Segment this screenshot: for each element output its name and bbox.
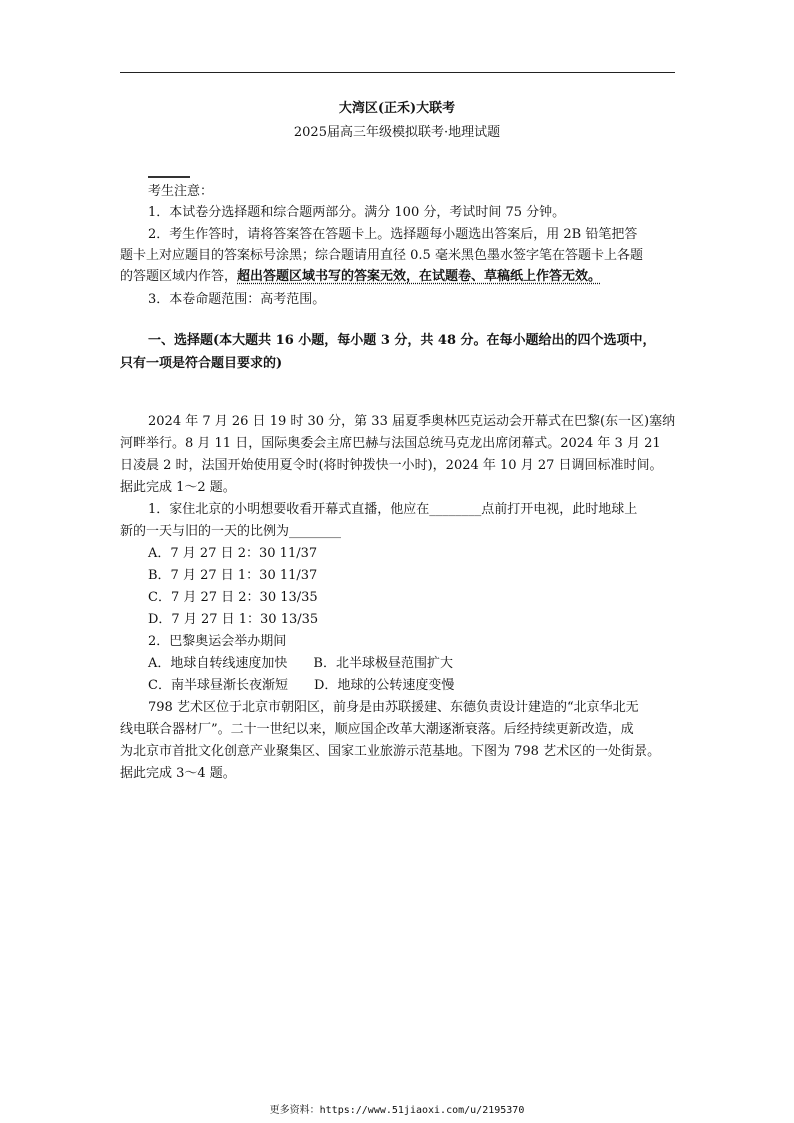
- passage-2-line-3: 为北京市首批文化创意产业聚集区、国家工业旅游示范基地。下图为 798 艺术区的一处街景。: [120, 744, 661, 759]
- notice-item-2-line-2: 题卡上对应题目的答案标号涂黑；综合题请用直径 0.5 毫米黑色墨水签字笔在答题卡上各题: [120, 248, 643, 263]
- exam-subtitle: 2025届高三年级模拟联考·地理试题: [293, 125, 501, 140]
- header-rule: [120, 72, 675, 73]
- q2-stem: 2．巴黎奥运会举办期间: [148, 634, 287, 649]
- q1-option-b: B．7 月 27 日 1：30 11/37: [148, 568, 318, 583]
- passage-1-line-1: 2024 年 7 月 26 日 19 时 30 分，第 33 届夏季奥林匹克运动会开幕式在巴黎(东一区)塞纳: [148, 414, 676, 429]
- passage-2-line-2: 线电联合器材厂”。二十一世纪以来，顺应国企改革大潮逐渐衰落。后经持续更新改造，成: [120, 722, 634, 737]
- passage-2-line-1: 798 艺术区位于北京市朝阳区，前身是由苏联援建、东德负责设计建造的“北京华北无: [148, 700, 639, 715]
- q1-option-d: D．7 月 27 日 1：30 13/35: [148, 612, 319, 627]
- passage-1-line-4: 据此完成 1～2 题。: [120, 480, 236, 495]
- q1-option-c: C．7 月 27 日 2：30 13/35: [148, 590, 318, 605]
- notice-rule: [148, 176, 190, 178]
- section-heading-line-2: 只有一项是符合题目要求的): [120, 356, 283, 371]
- q2-option-d: D．地球的公转速度变慢: [313, 678, 455, 693]
- q2-option-b: B．北半球极昼范围扩大: [313, 656, 453, 671]
- notice-item-2-plain: 的答题区域内作答，: [120, 269, 238, 284]
- notice-item-2-emphasis: 超出答题区域书写的答案无效，在试题卷、草稿纸上作答无效。: [237, 269, 602, 284]
- notice-item-2-line-3: [120, 269, 676, 285]
- notice-heading: 考生注意：: [148, 184, 214, 199]
- q2-options-row-2: [148, 678, 676, 694]
- notice-item-2-line-1: 2．考生作答时，请将答案答在答题卡上。选择题每小题选出答案后，用 2B 铅笔把答: [148, 227, 638, 242]
- q1-stem-line-1: 1．家住北京的小明想要收看开幕式直播，他应在________点前打开电视，此时地球上: [148, 502, 638, 517]
- footer-link[interactable]: 更多资料：https://www.51jiaoxi.com/u/2195370: [269, 1105, 525, 1116]
- section-heading-line-1: 一、选择题(本大题共 16 小题，每小题 3 分，共 48 分。在每小题给出的四个选项中，: [148, 333, 656, 348]
- q2-option-a: A．地球自转线速度加快: [148, 656, 288, 671]
- passage-2-line-4: 据此完成 3～4 题。: [120, 766, 236, 781]
- exam-title: 大湾区(正禾)大联考: [338, 101, 456, 116]
- notice-item-3: 3．本卷命题范围：高考范围。: [148, 292, 326, 307]
- q2-options-row-1: [148, 656, 676, 672]
- passage-1-line-2: 河畔举行。8 月 11 日，国际奥委会主席巴赫与法国总统马克龙出席闭幕式。2024 年 3 月 21: [120, 436, 661, 451]
- passage-1-line-3: 日凌晨 2 时，法国开始使用夏令时(将时钟拨快一小时)，2024 年 10 月 27 日调回标准时间。: [120, 458, 663, 473]
- notice-item-1: 1．本试卷分选择题和综合题两部分。满分 100 分，考试时间 75 分钟。: [148, 205, 566, 220]
- q2-option-c: C．南半球昼渐长夜渐短: [148, 678, 288, 693]
- q1-stem-line-2: 新的一天与旧的一天的比例为________: [120, 524, 342, 539]
- q1-option-a: A．7 月 27 日 2：30 11/37: [148, 546, 318, 561]
